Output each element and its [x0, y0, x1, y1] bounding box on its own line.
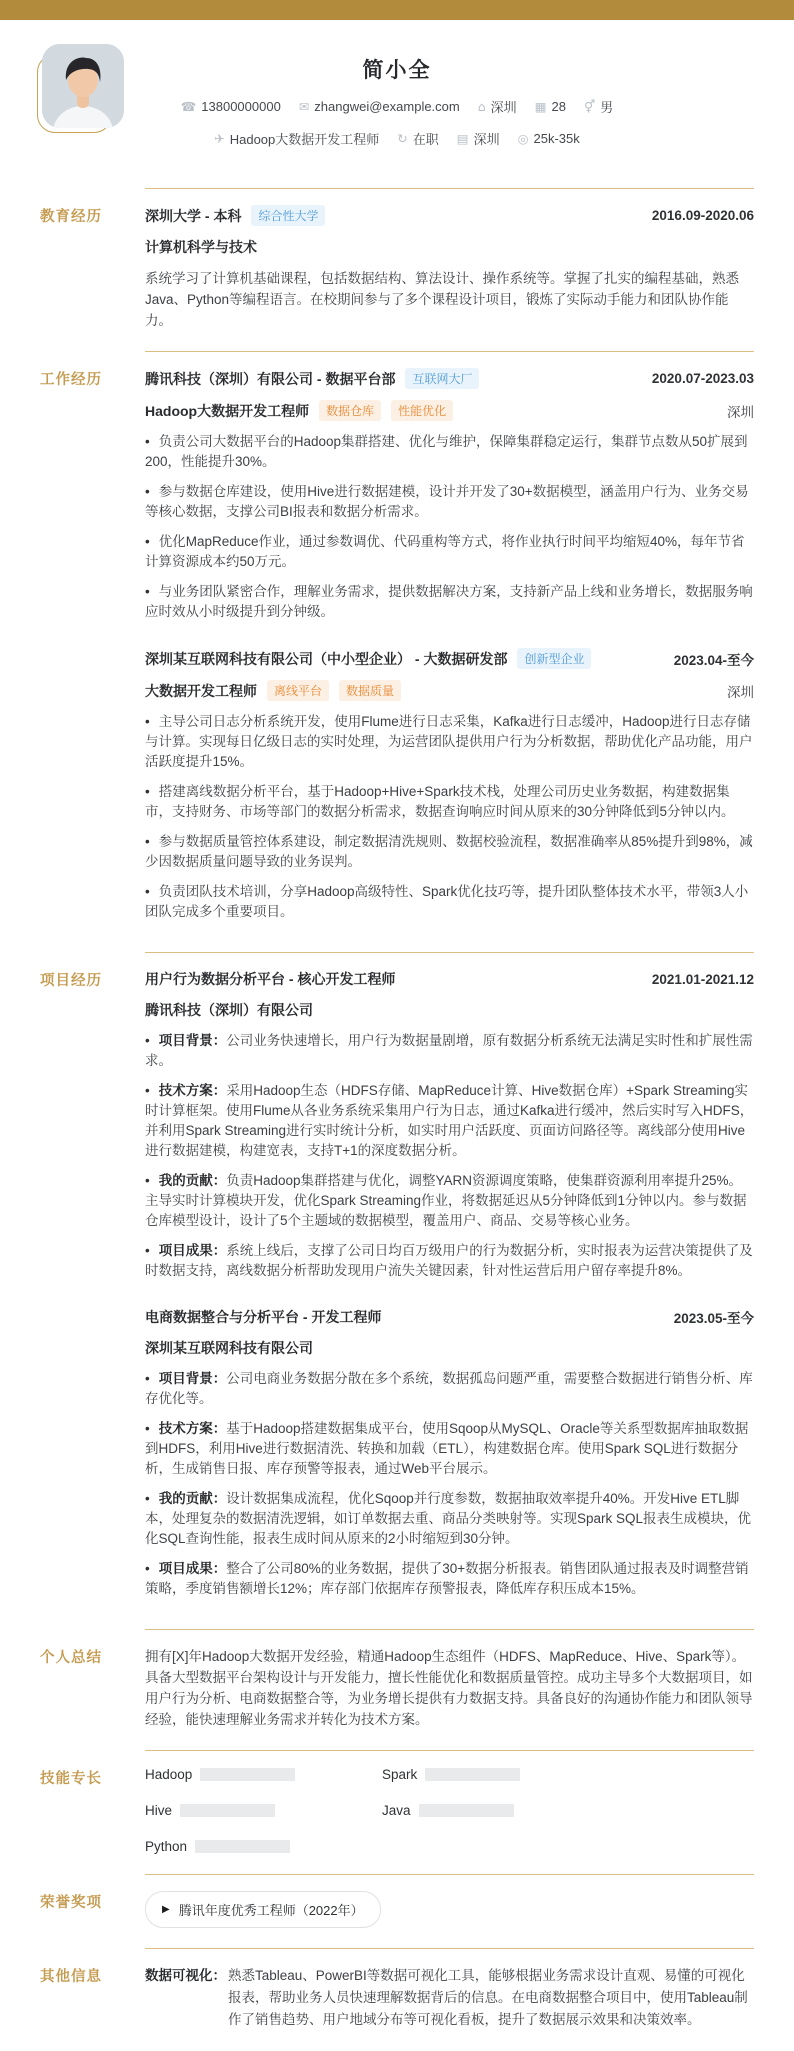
work-bullet: • 主导公司日志分析系统开发，使用Flume进行日志采集，Kafka进行日志缓冲，Hadoop进行日志存储与计算。实现每日亿级日志的实时处理，为运营团队提供用户行为分析数据，帮助优化产品功能，用户活跃度提升15%。	[145, 714, 753, 769]
contact-city	[478, 97, 517, 116]
building-icon: ▤	[456, 131, 469, 146]
project-title: 用户行为数据分析平台 - 核心开发工程师	[145, 971, 396, 987]
company-name: 腾讯科技（深圳）有限公司 - 数据平台部	[145, 370, 396, 387]
intent-salary	[518, 131, 580, 146]
avatar-photo	[42, 44, 124, 128]
bullet-dot: •	[145, 784, 150, 799]
skill-bar	[180, 1804, 275, 1817]
work-bullet: • 优化MapReduce作业，通过参数调优、代码重构等方式，将作业执行时间平均缩短40%，每年节省计算资源成本约50万元。	[145, 534, 745, 569]
project-entry	[145, 969, 754, 1281]
other-info-term: 数据可视化：	[145, 1968, 226, 1983]
job-tag: 数据质量	[339, 680, 401, 701]
section-label-education: 教育经历	[40, 209, 102, 225]
bullet-dot: •	[145, 584, 150, 599]
project-date: 2023.05-至今	[673, 1311, 754, 1326]
gender-value: 男	[600, 100, 614, 115]
status-icon: ↻	[397, 131, 408, 146]
work-location: 深圳	[727, 684, 754, 700]
project-bullet: • 项目成果：整合了公司80%的业务数据，提供了30+数据分析报表。销售团队通过报表及时调整营销策略，季度销售额增长12%；库存部门依据库存预警报表，降低库存积压成本15%。	[145, 1561, 749, 1596]
project-bullet: • 技术方案：采用Hadoop生态（HDFS存储、MapReduce计算、Hive数据仓库）+Spark Streaming实时计算框架。使用Flume从各业务系统采集用户行为日志，通过Kafka进行缓冲，然后实时写入HDFS，并利用Spark Streaming进行实时统计分析，如实时用户活跃度、页面访问路径等。离线部分使用Hive进行数据建模，构建宽表，支持T+1的深度数据分析。	[145, 1083, 754, 1158]
section-label-projects: 项目经历	[40, 973, 102, 989]
work-bullet: • 负责公司大数据平台的Hadoop集群搭建、优化与维护，保障集群稳定运行，集群节点数从50扩展到200，性能提升30%。	[145, 434, 748, 469]
project-bullet: • 我的贡献：设计数据集成流程，优化Sqoop并行度参数，数据抽取效率提升40%。开发Hive ETL脚本，处理复杂的数据清洗逻辑，如订单数据去重、商品分类映射等。实现Spark SQL报表生成模块，优化SQL查询性能，报表生成时间从原来的2小时缩短到30分钟。	[145, 1491, 752, 1546]
resume-header	[0, 20, 794, 188]
job-tag: 数据仓库	[319, 400, 381, 421]
skill-hive: Hive	[145, 1803, 382, 1818]
work-bullet: • 负责团队技术培训，分享Hadoop高级特性、Spark优化技巧等，提升团队整体技术水平，带领3人小团队完成多个重要项目。	[145, 884, 749, 919]
bullet-dot: •	[145, 714, 150, 729]
work-location: 深圳	[727, 404, 754, 420]
section-label-skills: 技能专长	[40, 1771, 102, 1787]
section-honors	[0, 1874, 794, 1948]
intent-position	[214, 129, 379, 148]
skill-bar	[200, 1768, 295, 1781]
work-bullet: • 参与数据质量管控体系建设，制定数据清洗规则、数据校验流程，数据准确率从85%提升到98%，减少因数据质量问题导致的业务误判。	[145, 834, 753, 869]
other-info-desc: 熟悉Tableau、PowerBI等数据可视化工具，能够根据业务需求设计直观、易懂的可视化报表，帮助业务人员快速理解数据背后的信息。在电商数据整合项目中，使用Tableau制作了销售趋势、用户地域分布等可视化看板，提升了数据展示效果和决策效率。	[228, 1968, 748, 2027]
bullet-dot: •	[145, 484, 150, 499]
major-name: 计算机科学与技术	[145, 239, 257, 255]
other-info-entry	[145, 1965, 754, 2031]
honor-expand-button[interactable]	[145, 1891, 381, 1928]
contact-gender	[584, 97, 613, 116]
bullet-dot: •	[145, 1083, 150, 1098]
expand-triangle-icon: ▶	[162, 1904, 170, 1915]
bullet-dot: •	[145, 884, 150, 899]
contact-row	[40, 97, 754, 116]
bullet-dot: •	[145, 1421, 150, 1436]
home-icon: ⌂	[477, 99, 486, 114]
education-description: 系统学习了计算机基础课程，包括数据结构、算法设计、操作系统等。掌握了扎实的编程基础，熟悉Java、Python等编程语言。在校期间参与了多个课程设计项目，锻炼了实际动手能力和团队协作能力。	[145, 271, 739, 328]
skill-java: Java	[382, 1803, 520, 1818]
work-date: 2023.04-至今	[673, 652, 754, 668]
bullet-dot: •	[145, 1491, 150, 1506]
intent-salary-value: 25k-35k	[533, 131, 580, 146]
section-label-summary: 个人总结	[40, 1650, 102, 1666]
bullet-dot: •	[145, 1173, 150, 1188]
project-bullet: • 项目成果：系统上线后，支撑了公司日均百万级用户的行为数据分析，实时报表为运营决策提供了及时数据支持，离线数据分析帮助发现用户流失关键因素，针对性运营后用户留存率提升8%。	[145, 1243, 753, 1278]
company-tag: 创新型企业	[517, 648, 591, 669]
intent-city	[457, 129, 500, 148]
project-bullet: • 技术方案：基于Hadoop搭建数据集成平台，使用Sqoop从MySQL、Oracle等关系型数据库抽取数据到HDFS，利用Hive进行数据清洗、转换和加载（ETL），构建数据仓库。使用Spark SQL进行数据分析，生成销售日报、库存预警等报表，通过Web平台展示。	[145, 1421, 749, 1476]
school-name: 深圳大学 - 本科	[145, 207, 242, 224]
phone-icon: ☎	[180, 99, 197, 114]
skill-bar	[425, 1768, 520, 1781]
bullet-dot: •	[145, 434, 150, 449]
education-date: 2016.09-2020.06	[651, 208, 754, 223]
section-projects	[0, 952, 794, 1629]
age-value: 28	[551, 99, 566, 114]
contact-phone	[181, 99, 281, 114]
education-entry	[145, 205, 754, 331]
skill-spark: Spark	[382, 1767, 520, 1782]
honor-text: 腾讯年度优秀工程师（2022年）	[178, 1903, 364, 1918]
section-label-other: 其他信息	[40, 1969, 102, 1985]
job-title: Hadoop大数据开发工程师	[145, 402, 310, 419]
section-label-honors: 荣誉奖项	[40, 1895, 102, 1911]
gender-icon: ⚥	[583, 99, 596, 114]
intent-status	[397, 129, 439, 148]
school-tag: 综合性大学	[251, 205, 325, 226]
skill-hadoop: Hadoop	[145, 1767, 382, 1782]
bullet-dot: •	[145, 1371, 150, 1386]
work-bullet: • 搭建离线数据分析平台，基于Hadoop+Hive+Spark技术栈，处理公司历史业务数据，构建数据集市，支持财务、市场等部门的数据分析需求，数据查询响应时间从原来的30分钟降低到5分钟以内。	[145, 784, 735, 819]
contact-email	[299, 99, 460, 114]
city-value: 深圳	[490, 100, 517, 115]
intent-row	[40, 129, 754, 148]
project-company: 腾讯科技（深圳）有限公司	[145, 1002, 313, 1018]
skill-bar	[195, 1840, 290, 1853]
job-tag: 性能优化	[391, 400, 453, 421]
candidate-name: 简小全	[362, 59, 432, 82]
intent-status-value: 在职	[412, 132, 439, 147]
work-date: 2020.07-2023.03	[651, 371, 754, 386]
bullet-dot: •	[145, 534, 150, 549]
contact-age	[535, 99, 566, 114]
skills-grid	[145, 1767, 754, 1854]
section-label-work: 工作经历	[40, 372, 102, 388]
work-bullet: • 参与数据仓库建设，使用Hive进行数据建模，设计并开发了30+数据模型，涵盖用户行为、业务交易等核心数据，支撑公司BI报表和数据分析需求。	[145, 484, 749, 519]
summary-text: 拥有[X]年Hadoop大数据开发经验，精通Hadoop生态组件（HDFS、MapReduce、Hive、Spark等）。具备大型数据平台架构设计与开发能力，擅长性能优化和数据质量管控。成功主导多个大数据项目，如用户行为分析、电商数据整合等，为业务增长提供有力数据支持。具备良好的沟通协作能力和团队领导经验，能快速理解业务需求并转化为技术方案。	[145, 1649, 753, 1727]
phone-value: 13800000000	[201, 99, 281, 114]
email-icon: ✉	[298, 99, 310, 114]
job-title: 大数据开发工程师	[145, 682, 257, 699]
skill-bar	[419, 1804, 514, 1817]
email-value: zhangwei@example.com	[314, 99, 460, 114]
age-icon: ▦	[534, 99, 547, 114]
work-entry	[145, 648, 754, 922]
intent-city-value: 深圳	[473, 132, 500, 147]
bullet-dot: •	[145, 834, 150, 849]
bullet-dot: •	[145, 1243, 150, 1258]
project-company: 深圳某互联网科技有限公司	[145, 1340, 313, 1356]
section-skills	[0, 1750, 794, 1874]
bullet-dot: •	[145, 1033, 150, 1048]
section-work	[0, 351, 794, 952]
project-title: 电商数据整合与分析平台 - 开发工程师	[145, 1309, 382, 1325]
paper-plane-icon: ✈	[214, 131, 225, 146]
company-tag: 互联网大厂	[405, 368, 479, 389]
project-bullet: • 我的贡献：负责Hadoop集群搭建与优化，调整YARN资源调度策略，使集群资源利用率提升25%。主导实时计算模块开发，优化Spark Streaming作业，将数据延迟从5分钟降低到1分钟以内。参与数据仓库模型设计，设计了5个主题域的数据模型，覆盖用户、商品、交易等核心业务。	[145, 1173, 747, 1228]
job-tag: 离线平台	[267, 680, 329, 701]
project-bullet: • 项目背景：公司电商业务数据分散在多个系统，数据孤岛问题严重，需要整合数据进行销售分析、库存优化等。	[145, 1371, 753, 1406]
skill-python: Python	[145, 1839, 382, 1854]
section-education	[0, 188, 794, 351]
bullet-dot: •	[145, 1561, 150, 1576]
avatar	[42, 44, 124, 128]
project-date: 2021.01-2021.12	[651, 971, 754, 987]
salary-icon: ◎	[517, 131, 529, 146]
company-name: 深圳某互联网科技有限公司（中小型企业） - 大数据研发部	[145, 650, 508, 667]
top-accent-bar	[0, 0, 794, 20]
intent-position-value: Hadoop大数据开发工程师	[229, 132, 380, 147]
section-other	[0, 1948, 794, 2051]
section-summary	[0, 1629, 794, 1750]
work-bullet: • 与业务团队紧密合作，理解业务需求，提供数据解决方案，支持新产品上线和业务增长，数据服务响应时效从小时级提升到分钟级。	[145, 584, 753, 619]
project-entry	[145, 1307, 754, 1599]
work-entry	[145, 368, 754, 622]
project-bullet: • 项目背景：公司业务快速增长，用户行为数据量剧增，原有数据分析系统无法满足实时性和扩展性需求。	[145, 1033, 753, 1068]
